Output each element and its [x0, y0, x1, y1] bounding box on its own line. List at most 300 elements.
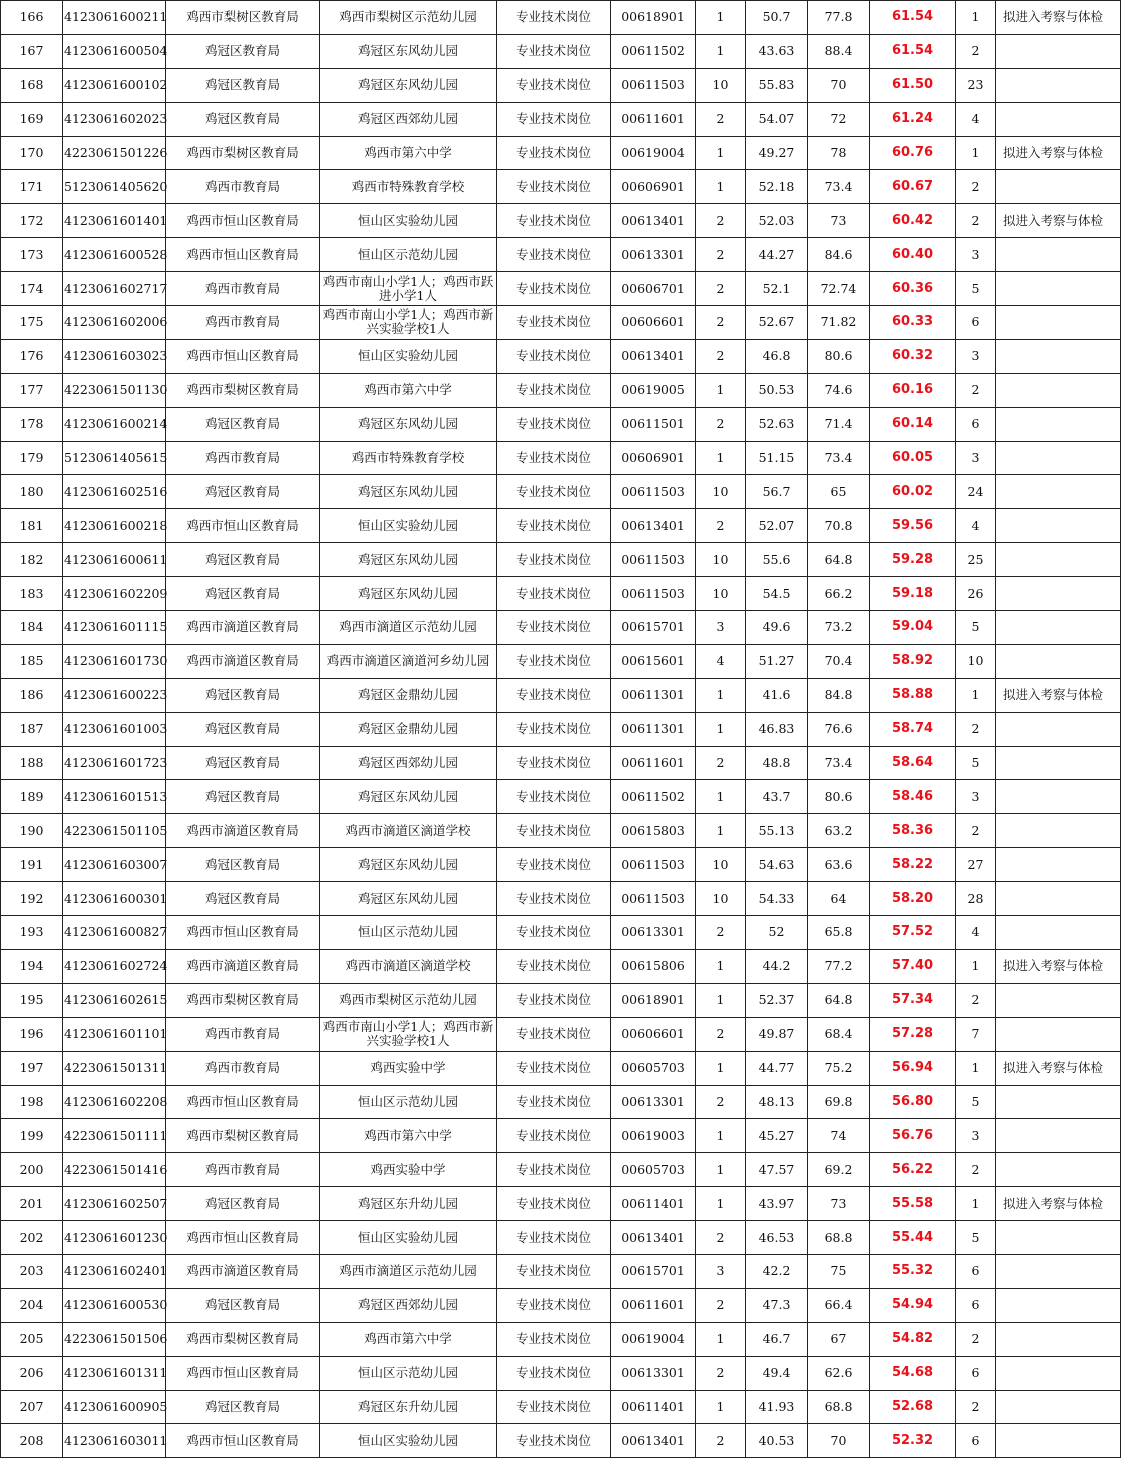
cell-exam-id: 4123061600504 — [63, 34, 166, 68]
cell-rank: 2 — [956, 814, 996, 848]
cell-position-code: 00611401 — [611, 1187, 696, 1221]
cell-interview-score: 62.6 — [808, 1356, 870, 1390]
cell-position-code: 00611301 — [611, 678, 696, 712]
cell-position-code: 00611502 — [611, 780, 696, 814]
cell-rank: 2 — [956, 204, 996, 238]
cell-remark: 拟进入考察与体检 — [996, 1, 1121, 35]
cell-exam-id: 4223061501105 — [63, 814, 166, 848]
cell-position-code: 00615701 — [611, 611, 696, 645]
cell-quota: 2 — [696, 1288, 746, 1322]
cell-rank: 5 — [956, 272, 996, 306]
cell-quota: 2 — [696, 916, 746, 950]
cell-position-code: 00611503 — [611, 577, 696, 611]
cell-total-score: 58.64 — [870, 746, 956, 780]
cell-rank: 3 — [956, 780, 996, 814]
cell-rank: 23 — [956, 68, 996, 102]
cell-quota: 1 — [696, 1322, 746, 1356]
cell-written-score: 46.53 — [746, 1221, 808, 1255]
cell-written-score: 43.97 — [746, 1187, 808, 1221]
cell-department: 鸡西市教育局 — [166, 170, 320, 204]
cell-position-code: 00611502 — [611, 34, 696, 68]
cell-department: 鸡冠区教育局 — [166, 712, 320, 746]
table-row — [1, 780, 1121, 814]
cell-quota: 1 — [696, 678, 746, 712]
table-body — [1, 1, 1121, 1458]
cell-exam-id: 4223061501130 — [63, 373, 166, 407]
cell-exam-id: 4123061602401 — [63, 1254, 166, 1288]
cell-written-score: 44.77 — [746, 1051, 808, 1085]
cell-position-type: 专业技术岗位 — [497, 1322, 611, 1356]
cell-written-score: 49.27 — [746, 136, 808, 170]
cell-total-score: 57.34 — [870, 983, 956, 1017]
cell-written-score: 54.33 — [746, 882, 808, 916]
cell-unit: 恒山区实验幼儿园 — [320, 1424, 497, 1458]
cell-row-number: 175 — [1, 306, 63, 340]
table-row — [1, 204, 1121, 238]
cell-total-score: 61.54 — [870, 34, 956, 68]
cell-position-type: 专业技术岗位 — [497, 1221, 611, 1255]
cell-interview-score: 77.2 — [808, 949, 870, 983]
cell-interview-score: 71.82 — [808, 306, 870, 340]
table-row — [1, 814, 1121, 848]
cell-quota: 10 — [696, 882, 746, 916]
cell-position-type: 专业技术岗位 — [497, 882, 611, 916]
cell-total-score: 54.68 — [870, 1356, 956, 1390]
cell-exam-id: 4223061501111 — [63, 1119, 166, 1153]
cell-total-score: 60.32 — [870, 339, 956, 373]
cell-written-score: 55.13 — [746, 814, 808, 848]
cell-interview-score: 80.6 — [808, 780, 870, 814]
cell-interview-score: 64.8 — [808, 983, 870, 1017]
cell-department: 鸡西市梨树区教育局 — [166, 373, 320, 407]
cell-department: 鸡西市梨树区教育局 — [166, 1, 320, 35]
cell-department: 鸡西市滴道区教育局 — [166, 611, 320, 645]
cell-department: 鸡西市梨树区教育局 — [166, 1119, 320, 1153]
cell-position-type: 专业技术岗位 — [497, 949, 611, 983]
cell-total-score: 59.28 — [870, 543, 956, 577]
cell-position-type: 专业技术岗位 — [497, 1119, 611, 1153]
cell-exam-id: 4123061600211 — [63, 1, 166, 35]
cell-interview-score: 64 — [808, 882, 870, 916]
cell-unit: 鸡冠区东风幼儿园 — [320, 475, 497, 509]
table-row — [1, 475, 1121, 509]
cell-exam-id: 4123061603011 — [63, 1424, 166, 1458]
cell-row-number: 181 — [1, 509, 63, 543]
cell-row-number: 184 — [1, 611, 63, 645]
cell-row-number: 178 — [1, 407, 63, 441]
cell-position-code: 00611503 — [611, 68, 696, 102]
cell-exam-id: 4123061602615 — [63, 983, 166, 1017]
cell-quota: 1 — [696, 814, 746, 848]
cell-exam-id: 4123061602717 — [63, 272, 166, 306]
cell-position-type: 专业技术岗位 — [497, 475, 611, 509]
cell-rank: 3 — [956, 1119, 996, 1153]
cell-department: 鸡冠区教育局 — [166, 34, 320, 68]
cell-position-type: 专业技术岗位 — [497, 916, 611, 950]
cell-exam-id: 4123061602208 — [63, 1085, 166, 1119]
cell-remark — [996, 102, 1121, 136]
cell-total-score: 58.46 — [870, 780, 956, 814]
cell-remark — [996, 1085, 1121, 1119]
cell-total-score: 54.94 — [870, 1288, 956, 1322]
cell-remark: 拟进入考察与体检 — [996, 1187, 1121, 1221]
cell-rank: 4 — [956, 102, 996, 136]
cell-written-score: 46.8 — [746, 339, 808, 373]
cell-unit: 恒山区示范幼儿园 — [320, 238, 497, 272]
cell-exam-id: 4123061600218 — [63, 509, 166, 543]
cell-position-code: 00606601 — [611, 1017, 696, 1051]
cell-unit: 鸡西市第六中学 — [320, 373, 497, 407]
cell-total-score: 61.24 — [870, 102, 956, 136]
cell-department: 鸡冠区教育局 — [166, 780, 320, 814]
cell-total-score: 56.80 — [870, 1085, 956, 1119]
cell-position-code: 00613301 — [611, 916, 696, 950]
cell-remark — [996, 1390, 1121, 1424]
cell-unit: 恒山区示范幼儿园 — [320, 916, 497, 950]
cell-rank: 25 — [956, 543, 996, 577]
cell-exam-id: 4123061600530 — [63, 1288, 166, 1322]
cell-total-score: 61.54 — [870, 1, 956, 35]
cell-written-score: 54.07 — [746, 102, 808, 136]
cell-unit: 鸡冠区东升幼儿园 — [320, 1390, 497, 1424]
cell-rank: 26 — [956, 577, 996, 611]
cell-row-number: 168 — [1, 68, 63, 102]
cell-position-type: 专业技术岗位 — [497, 238, 611, 272]
cell-exam-id: 4123061603023 — [63, 339, 166, 373]
cell-unit: 鸡西市滴道区滴道学校 — [320, 814, 497, 848]
cell-interview-score: 66.4 — [808, 1288, 870, 1322]
cell-department: 鸡冠区教育局 — [166, 102, 320, 136]
cell-total-score: 55.58 — [870, 1187, 956, 1221]
cell-remark: 拟进入考察与体检 — [996, 678, 1121, 712]
cell-quota: 1 — [696, 949, 746, 983]
cell-interview-score: 74 — [808, 1119, 870, 1153]
cell-unit: 鸡西实验中学 — [320, 1153, 497, 1187]
cell-interview-score: 70.4 — [808, 644, 870, 678]
table-row — [1, 102, 1121, 136]
table-row — [1, 882, 1121, 916]
cell-written-score: 51.27 — [746, 644, 808, 678]
cell-exam-id: 4223061501226 — [63, 136, 166, 170]
table-row — [1, 1051, 1121, 1085]
cell-position-type: 专业技术岗位 — [497, 1288, 611, 1322]
cell-written-score: 47.3 — [746, 1288, 808, 1322]
cell-written-score: 52.67 — [746, 306, 808, 340]
cell-written-score: 52 — [746, 916, 808, 950]
cell-quota: 2 — [696, 204, 746, 238]
cell-unit: 鸡西市滴道区滴道河乡幼儿园 — [320, 644, 497, 678]
cell-row-number: 180 — [1, 475, 63, 509]
cell-quota: 3 — [696, 1254, 746, 1288]
cell-interview-score: 72.74 — [808, 272, 870, 306]
cell-quota: 1 — [696, 441, 746, 475]
cell-position-code: 00615601 — [611, 644, 696, 678]
cell-exam-id: 4123061601311 — [63, 1356, 166, 1390]
cell-rank: 2 — [956, 1390, 996, 1424]
cell-unit: 鸡西市滴道区示范幼儿园 — [320, 1254, 497, 1288]
cell-remark — [996, 306, 1121, 340]
cell-rank: 5 — [956, 1085, 996, 1119]
cell-remark — [996, 712, 1121, 746]
cell-unit: 恒山区实验幼儿园 — [320, 509, 497, 543]
cell-remark — [996, 1153, 1121, 1187]
cell-position-code: 00619004 — [611, 136, 696, 170]
cell-interview-score: 73.4 — [808, 746, 870, 780]
cell-position-code: 00613301 — [611, 1356, 696, 1390]
cell-interview-score: 70 — [808, 1424, 870, 1458]
cell-quota: 2 — [696, 102, 746, 136]
cell-department: 鸡西市梨树区教育局 — [166, 136, 320, 170]
cell-row-number: 205 — [1, 1322, 63, 1356]
cell-rank: 1 — [956, 1051, 996, 1085]
cell-interview-score: 78 — [808, 136, 870, 170]
cell-rank: 7 — [956, 1017, 996, 1051]
cell-position-code: 00611503 — [611, 848, 696, 882]
cell-row-number: 204 — [1, 1288, 63, 1322]
cell-position-code: 00615806 — [611, 949, 696, 983]
cell-exam-id: 5123061405615 — [63, 441, 166, 475]
cell-written-score: 50.7 — [746, 1, 808, 35]
cell-total-score: 60.36 — [870, 272, 956, 306]
table-row — [1, 34, 1121, 68]
cell-remark — [996, 746, 1121, 780]
cell-exam-id: 4123061602724 — [63, 949, 166, 983]
table-row — [1, 916, 1121, 950]
cell-quota: 2 — [696, 238, 746, 272]
cell-remark — [996, 407, 1121, 441]
cell-remark — [996, 272, 1121, 306]
cell-interview-score: 65.8 — [808, 916, 870, 950]
cell-interview-score: 84.8 — [808, 678, 870, 712]
cell-position-type: 专业技术岗位 — [497, 1254, 611, 1288]
cell-total-score: 56.76 — [870, 1119, 956, 1153]
cell-exam-id: 4123061601513 — [63, 780, 166, 814]
cell-row-number: 183 — [1, 577, 63, 611]
cell-unit: 鸡冠区东升幼儿园 — [320, 1187, 497, 1221]
cell-position-type: 专业技术岗位 — [497, 339, 611, 373]
table-row — [1, 509, 1121, 543]
table-row — [1, 1390, 1121, 1424]
cell-exam-id: 4123061601003 — [63, 712, 166, 746]
cell-position-type: 专业技术岗位 — [497, 136, 611, 170]
cell-exam-id: 4123061600214 — [63, 407, 166, 441]
cell-remark — [996, 373, 1121, 407]
cell-total-score: 60.40 — [870, 238, 956, 272]
cell-unit: 恒山区实验幼儿园 — [320, 1221, 497, 1255]
cell-remark — [996, 1322, 1121, 1356]
cell-row-number: 201 — [1, 1187, 63, 1221]
cell-position-code: 00619003 — [611, 1119, 696, 1153]
cell-rank: 6 — [956, 1254, 996, 1288]
cell-row-number: 174 — [1, 272, 63, 306]
cell-unit: 恒山区实验幼儿园 — [320, 339, 497, 373]
cell-department: 鸡西市滴道区教育局 — [166, 949, 320, 983]
cell-position-type: 专业技术岗位 — [497, 441, 611, 475]
cell-interview-score: 65 — [808, 475, 870, 509]
table-row — [1, 68, 1121, 102]
cell-unit: 鸡冠区西郊幼儿园 — [320, 746, 497, 780]
cell-quota: 2 — [696, 509, 746, 543]
cell-written-score: 44.27 — [746, 238, 808, 272]
cell-department: 鸡冠区教育局 — [166, 1187, 320, 1221]
cell-written-score: 56.7 — [746, 475, 808, 509]
table-row — [1, 1322, 1121, 1356]
cell-position-code: 00611503 — [611, 475, 696, 509]
cell-exam-id: 4123061601730 — [63, 644, 166, 678]
cell-quota: 10 — [696, 68, 746, 102]
cell-department: 鸡西市滴道区教育局 — [166, 644, 320, 678]
cell-rank: 4 — [956, 509, 996, 543]
cell-total-score: 57.40 — [870, 949, 956, 983]
cell-department: 鸡西市恒山区教育局 — [166, 916, 320, 950]
cell-remark: 拟进入考察与体检 — [996, 1051, 1121, 1085]
cell-total-score: 58.88 — [870, 678, 956, 712]
cell-unit: 鸡冠区东风幼儿园 — [320, 407, 497, 441]
cell-quota: 3 — [696, 611, 746, 645]
cell-row-number: 173 — [1, 238, 63, 272]
cell-rank: 1 — [956, 678, 996, 712]
cell-rank: 3 — [956, 339, 996, 373]
cell-rank: 3 — [956, 238, 996, 272]
cell-interview-score: 73 — [808, 204, 870, 238]
cell-row-number: 189 — [1, 780, 63, 814]
table-row — [1, 272, 1121, 306]
cell-written-score: 55.6 — [746, 543, 808, 577]
cell-department: 鸡西市恒山区教育局 — [166, 339, 320, 373]
cell-total-score: 54.82 — [870, 1322, 956, 1356]
cell-unit: 鸡西市第六中学 — [320, 1119, 497, 1153]
cell-position-code: 00606601 — [611, 306, 696, 340]
cell-remark — [996, 644, 1121, 678]
cell-remark: 拟进入考察与体检 — [996, 204, 1121, 238]
cell-row-number: 187 — [1, 712, 63, 746]
cell-quota: 2 — [696, 1017, 746, 1051]
cell-unit: 鸡西市梨树区示范幼儿园 — [320, 983, 497, 1017]
cell-unit: 鸡西市梨树区示范幼儿园 — [320, 1, 497, 35]
cell-total-score: 60.02 — [870, 475, 956, 509]
cell-written-score: 40.53 — [746, 1424, 808, 1458]
cell-row-number: 197 — [1, 1051, 63, 1085]
cell-interview-score: 75.2 — [808, 1051, 870, 1085]
cell-unit: 鸡西市第六中学 — [320, 1322, 497, 1356]
cell-position-type: 专业技术岗位 — [497, 272, 611, 306]
table-row — [1, 1153, 1121, 1187]
cell-department: 鸡西市恒山区教育局 — [166, 1085, 320, 1119]
cell-total-score: 58.74 — [870, 712, 956, 746]
cell-row-number: 167 — [1, 34, 63, 68]
cell-written-score: 41.6 — [746, 678, 808, 712]
cell-quota: 1 — [696, 1153, 746, 1187]
cell-row-number: 206 — [1, 1356, 63, 1390]
cell-exam-id: 4123061600905 — [63, 1390, 166, 1424]
cell-position-code: 00605703 — [611, 1153, 696, 1187]
cell-remark — [996, 780, 1121, 814]
cell-interview-score: 71.4 — [808, 407, 870, 441]
cell-written-score: 49.4 — [746, 1356, 808, 1390]
cell-total-score: 60.14 — [870, 407, 956, 441]
cell-position-type: 专业技术岗位 — [497, 1085, 611, 1119]
table-row — [1, 441, 1121, 475]
cell-remark — [996, 983, 1121, 1017]
cell-position-type: 专业技术岗位 — [497, 712, 611, 746]
cell-position-type: 专业技术岗位 — [497, 1187, 611, 1221]
cell-interview-score: 69.8 — [808, 1085, 870, 1119]
cell-quota: 1 — [696, 1, 746, 35]
cell-quota: 1 — [696, 34, 746, 68]
cell-unit: 鸡西市特殊教育学校 — [320, 170, 497, 204]
cell-rank: 1 — [956, 1, 996, 35]
cell-position-code: 00613401 — [611, 339, 696, 373]
cell-total-score: 60.42 — [870, 204, 956, 238]
cell-unit: 鸡冠区西郊幼儿园 — [320, 102, 497, 136]
cell-position-type: 专业技术岗位 — [497, 407, 611, 441]
cell-unit: 鸡冠区西郊幼儿园 — [320, 1288, 497, 1322]
cell-written-score: 45.27 — [746, 1119, 808, 1153]
cell-exam-id: 4123061601401 — [63, 204, 166, 238]
cell-row-number: 203 — [1, 1254, 63, 1288]
cell-rank: 1 — [956, 136, 996, 170]
cell-unit: 鸡冠区东风幼儿园 — [320, 543, 497, 577]
cell-interview-score: 84.6 — [808, 238, 870, 272]
cell-row-number: 199 — [1, 1119, 63, 1153]
cell-department: 鸡西市教育局 — [166, 1017, 320, 1051]
cell-interview-score: 80.6 — [808, 339, 870, 373]
cell-exam-id: 4123061602023 — [63, 102, 166, 136]
cell-written-score: 46.7 — [746, 1322, 808, 1356]
cell-total-score: 57.52 — [870, 916, 956, 950]
cell-interview-score: 63.6 — [808, 848, 870, 882]
cell-written-score: 54.5 — [746, 577, 808, 611]
cell-total-score: 58.92 — [870, 644, 956, 678]
cell-department: 鸡西市教育局 — [166, 441, 320, 475]
table-row — [1, 712, 1121, 746]
cell-quota: 2 — [696, 1356, 746, 1390]
cell-remark — [996, 68, 1121, 102]
cell-exam-id: 4123061602507 — [63, 1187, 166, 1221]
cell-remark — [996, 1017, 1121, 1051]
cell-interview-score: 77.8 — [808, 1, 870, 35]
cell-quota: 2 — [696, 1221, 746, 1255]
cell-exam-id: 4223061501416 — [63, 1153, 166, 1187]
cell-position-type: 专业技术岗位 — [497, 1, 611, 35]
cell-department: 鸡西市教育局 — [166, 272, 320, 306]
cell-unit: 鸡西市特殊教育学校 — [320, 441, 497, 475]
cell-interview-score: 68.4 — [808, 1017, 870, 1051]
cell-position-code: 00615803 — [611, 814, 696, 848]
table-row — [1, 543, 1121, 577]
cell-row-number: 169 — [1, 102, 63, 136]
cell-rank: 1 — [956, 1187, 996, 1221]
cell-remark — [996, 543, 1121, 577]
cell-exam-id: 4123061602516 — [63, 475, 166, 509]
cell-position-type: 专业技术岗位 — [497, 1017, 611, 1051]
table-row — [1, 1017, 1121, 1051]
cell-interview-score: 68.8 — [808, 1221, 870, 1255]
cell-remark — [996, 339, 1121, 373]
cell-written-score: 52.07 — [746, 509, 808, 543]
cell-written-score: 48.8 — [746, 746, 808, 780]
cell-remark — [996, 170, 1121, 204]
cell-position-type: 专业技术岗位 — [497, 848, 611, 882]
cell-written-score: 52.37 — [746, 983, 808, 1017]
cell-rank: 28 — [956, 882, 996, 916]
cell-position-code: 00606901 — [611, 170, 696, 204]
cell-interview-score: 76.6 — [808, 712, 870, 746]
cell-exam-id: 4123061601101 — [63, 1017, 166, 1051]
table-row — [1, 1119, 1121, 1153]
cell-quota: 1 — [696, 136, 746, 170]
cell-unit: 鸡冠区东风幼儿园 — [320, 34, 497, 68]
